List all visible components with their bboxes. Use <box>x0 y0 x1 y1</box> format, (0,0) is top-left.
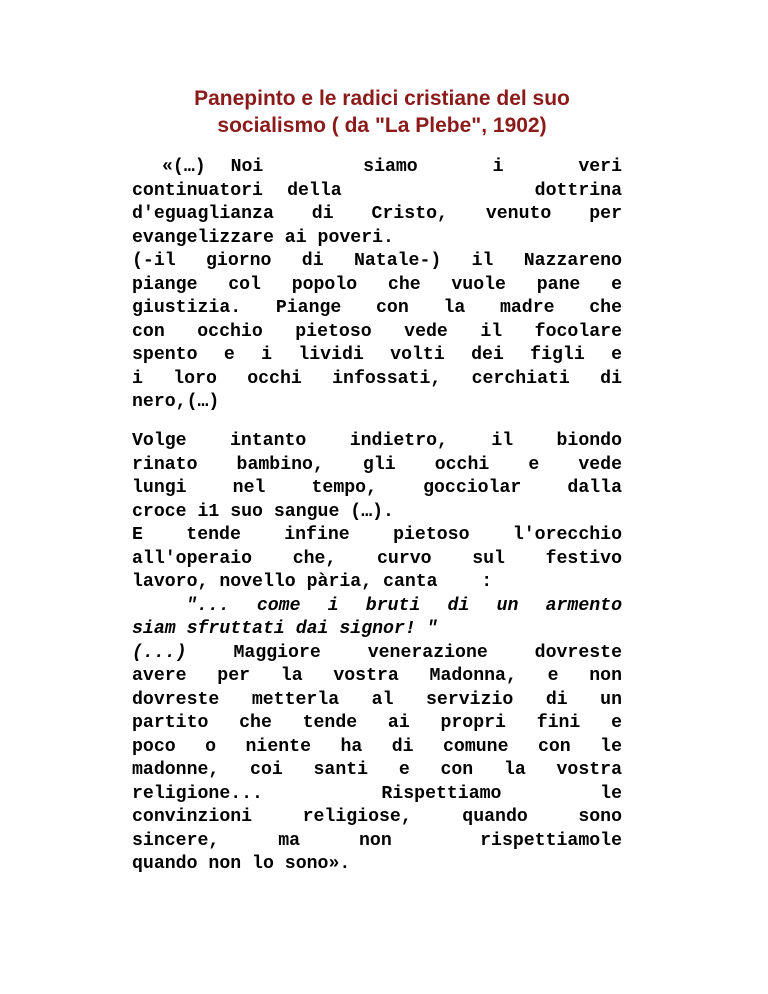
text-fragment: Maggiore venerazione dovreste <box>186 642 622 663</box>
quote-line: "... come i bruti di un armento <box>186 595 622 616</box>
text-line: piange col popolo che vuole pane e <box>132 274 622 295</box>
text-line: sincere, ma non rispettiamole <box>132 830 622 851</box>
text-line: poco o niente ha di comune con le <box>132 736 622 757</box>
text-line: quando non lo sono». <box>132 854 351 874</box>
text-line: (-il giorno di Natale-) il Nazzareno <box>132 251 622 271</box>
ellipsis-marker: (...) <box>132 642 187 663</box>
text-line: lavoro, novello pària, canta : <box>132 572 493 592</box>
text-line: evangelizzare ai poveri. <box>132 227 394 248</box>
text-line: «(…) Noi siamo i veri <box>162 157 622 177</box>
paragraph-1 <box>132 156 622 415</box>
text-line: continuatori della dottrina <box>132 180 622 201</box>
text-line: nero,(…) <box>132 392 220 412</box>
document-title <box>132 85 632 139</box>
text-line: rinato bambino, gli occhi e vede <box>132 454 622 475</box>
text-line: madonne, coi santi e con la vostra <box>132 760 622 780</box>
title-line-2: socialismo ( da "La Plebe", 1902) <box>217 114 547 137</box>
text-line: convinzioni religiose, quando sono <box>132 807 622 827</box>
text-line: spento e i lividi volti dei figli e <box>132 345 622 365</box>
text-line: Volge intanto indietro, il biondo <box>132 431 622 451</box>
text-line: croce i1 suo sangue (…). <box>132 501 394 522</box>
text-line: lungi nel tempo, gocciolar dalla <box>132 478 622 498</box>
paragraph-2 <box>132 430 622 877</box>
text-line: partito che tende ai propri fini e <box>132 713 622 733</box>
text-line: E tende infine pietoso l'orecchio <box>132 525 622 545</box>
text-line: religione... Rispettiamo le <box>132 783 622 804</box>
text-line <box>132 642 622 666</box>
text-line: i loro occhi infossati, cerchiati di <box>132 368 622 389</box>
text-line: all'operaio che, curvo sul festivo <box>132 548 622 569</box>
text-line: d'eguaglianza di Cristo, venuto per <box>132 204 622 224</box>
text-line: dovreste metterla al servizio di un <box>132 689 622 710</box>
text-line: giustizia. Piange con la madre che <box>132 298 622 318</box>
title-line-1: Panepinto e le radici cristiane del suo <box>194 87 570 110</box>
text-line: con occhio pietoso vede il focolare <box>132 321 622 342</box>
text-line: avere per la vostra Madonna, e non <box>132 666 622 686</box>
quote-line: siam sfruttati dai signor! " <box>132 619 438 639</box>
